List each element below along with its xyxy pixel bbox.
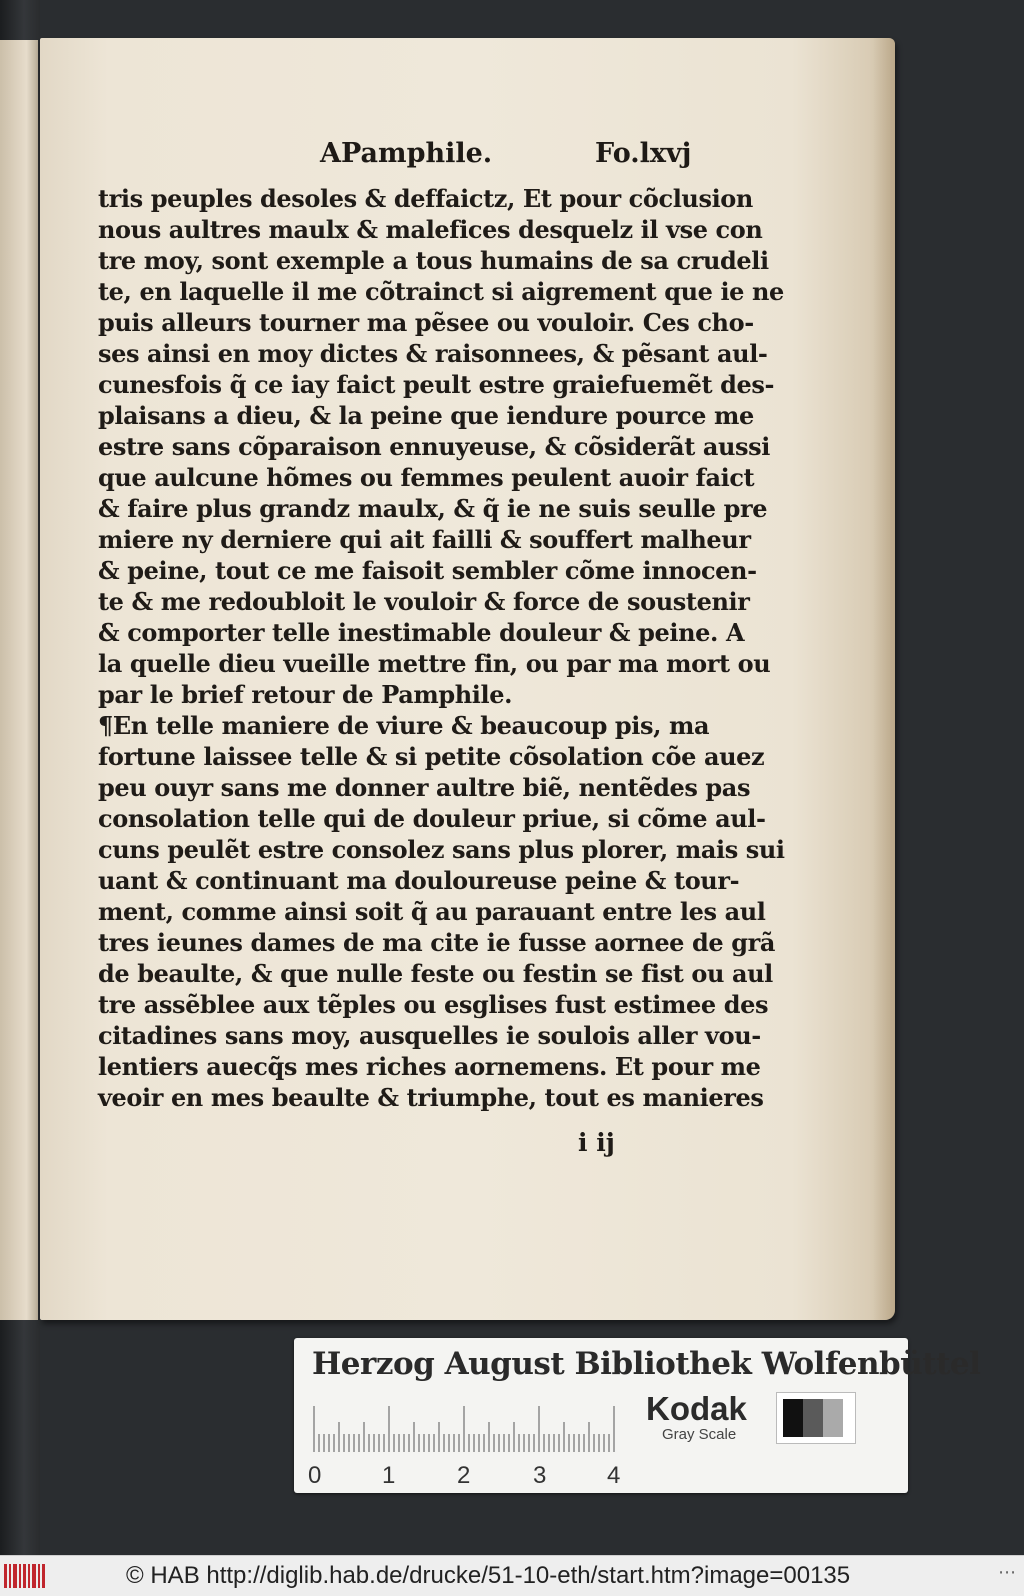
text-line: puis alleurs tourner ma pẽsee ou vouloir. Ces cho- — [98, 308, 754, 337]
gray-scale-swatches — [776, 1392, 856, 1444]
text-line: que aulcune hõmes ou femmes peulent auoir faict — [98, 463, 755, 492]
measurement-ruler — [308, 1406, 622, 1489]
color-calibration-card — [294, 1338, 981, 1493]
page-edge-shadow — [873, 38, 895, 1320]
library-name: Herzog August Bibliothek Wolfenbüttel — [312, 1346, 981, 1382]
more-options-icon[interactable]: ⋯ — [998, 1562, 1016, 1583]
folio-number: Fo.lxvj — [595, 138, 692, 169]
kodak-logo: Kodak — [646, 1390, 747, 1427]
facing-page-edge — [0, 40, 38, 1320]
text-line: te, en laquelle il me cõtrainct si aigrement que ie ne — [98, 277, 784, 306]
text-line: te & me redoubloit le vouloir & force de soustenir — [98, 587, 750, 616]
text-line: nous aultres maulx & malefices desquelz il vse con — [98, 215, 763, 244]
page-header — [40, 138, 895, 188]
text-line: & faire plus grandz maulx, & q̃ ie ne suis seulle pre — [98, 494, 768, 523]
text-line: uant & continuant ma douloureuse peine & tour- — [98, 866, 740, 895]
text-line: de beaulte, & que nulle feste ou festin se fist ou aul — [98, 959, 773, 988]
ruler-number: 4 — [607, 1462, 621, 1489]
barcode-logo-icon — [4, 1564, 46, 1588]
text-line: tre moy, sont exemple a tous humains de sa crudeli — [98, 246, 769, 275]
text-line: consolation telle qui de douleur priue, si cõme aul- — [98, 804, 766, 833]
text-line: & peine, tout ce me faisoit sembler cõme innocen- — [98, 556, 757, 585]
text-line: cunesfois q̃ ce iay faict peult estre graiefuemẽt des- — [98, 370, 775, 399]
text-line: veoir en mes beaulte & triumphe, tout es manieres — [98, 1083, 764, 1112]
text-line: la quelle dieu vueille mettre fin, ou par ma mort ou — [98, 649, 771, 678]
text-line: estre sans cõparaison ennuyeuse, & cõsiderãt aussi — [98, 432, 770, 461]
text-line: lentiers auecq̃s mes riches aornemens. Et pour me — [98, 1052, 761, 1081]
ruler-number: 2 — [457, 1462, 471, 1489]
swatch-light-gray — [823, 1399, 843, 1437]
text-line: miere ny derniere qui ait failli & souffert malheur — [98, 525, 751, 554]
text-line: par le brief retour de Pamphile. — [98, 680, 513, 709]
text-line: ses ainsi en moy dictes & raisonnees, & pẽsant aul- — [98, 339, 768, 368]
ruler-number: 0 — [308, 1462, 322, 1489]
text-line: & comporter telle inestimable douleur & peine. A — [98, 618, 745, 647]
text-line: tre assẽblee aux tẽples ou esglises fust estimee des — [98, 990, 769, 1019]
text-line: tres ieunes dames de ma cite ie fusse aornee de grã — [98, 928, 775, 957]
text-line: plaisans a dieu, & la peine que iendure pource me — [98, 401, 754, 430]
text-line: ment, comme ainsi soit q̃ au parauant entre les aul — [98, 897, 766, 926]
text-line: citadines sans moy, ausquelles ie soulois aller vou- — [98, 1021, 761, 1050]
running-title: APamphile. — [320, 138, 493, 169]
ruler-number: 3 — [533, 1462, 547, 1489]
source-url[interactable]: © HAB http://diglib.hab.de/drucke/51-10-eth/start.htm?image=00135 — [126, 1562, 851, 1589]
text-line: tris peuples desoles & deffaictz, Et pour cõclusion — [98, 184, 753, 213]
gray-scale-label: Gray Scale — [662, 1426, 737, 1443]
book-page — [40, 38, 895, 1320]
status-bar — [0, 1555, 1024, 1596]
text-block — [98, 183, 785, 1113]
swatch-black — [783, 1399, 803, 1437]
text-line: ¶En telle maniere de viure & beaucoup pis, ma — [98, 711, 710, 740]
ruler-number: 1 — [382, 1462, 396, 1489]
ruler-ticks — [312, 1406, 622, 1456]
text-line: cuns peulẽt estre consolez sans plus plorer, mais sui — [98, 835, 785, 864]
signature-mark: i ij — [578, 1128, 615, 1157]
text-line: peu ouyr sans me donner aultre biẽ, nentẽdes pas — [98, 773, 751, 802]
text-line: fortune laissee telle & si petite cõsolation cõe auez — [98, 742, 765, 771]
swatch-dark-gray — [803, 1399, 823, 1437]
